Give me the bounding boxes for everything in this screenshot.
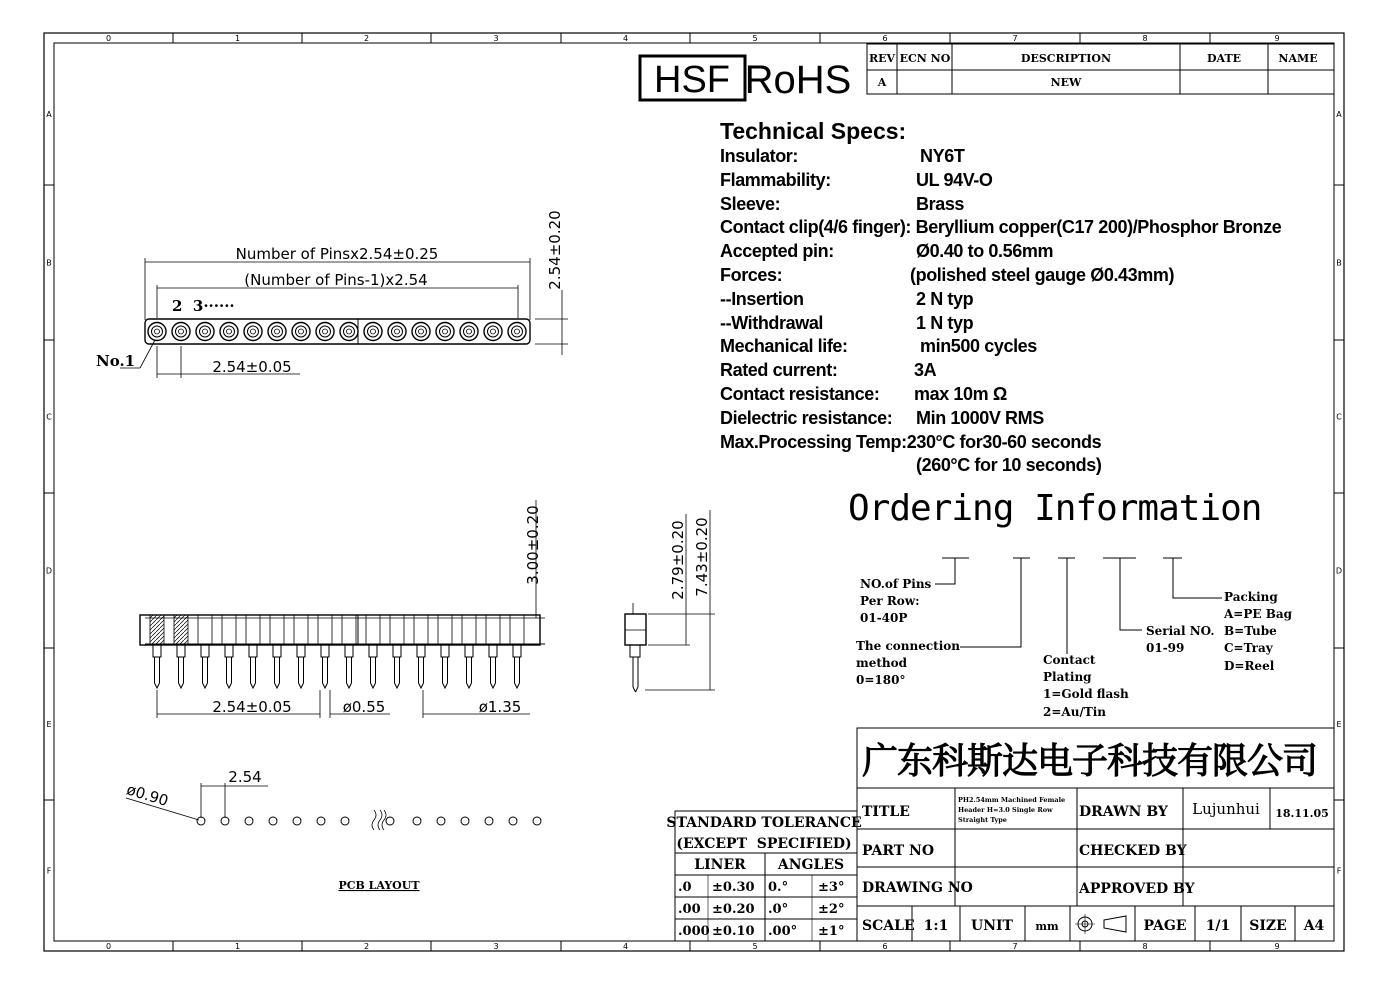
spec-label: Insulator: [720,146,799,166]
side-pin-tip [203,683,208,688]
description-header: DESCRIPTION [1020,52,1112,65]
grid-col-label-top: 6 [882,34,888,43]
pin-hole [227,329,232,334]
side-pin-collar [249,645,257,657]
pcb-hole [533,817,541,825]
scale-label: SCALE [862,918,915,934]
pcb-hole [269,817,277,825]
part-no-label: PART NO [862,843,935,859]
pcb-hole [437,817,445,825]
tolerance-subtitle: (EXCEPT SPECIFIED) [676,836,852,852]
side-pin-body [294,615,308,645]
pin-hole [323,329,328,334]
tolerance-cell: ±0.30 [712,880,755,895]
spec-label: --Withdrawal [720,312,824,333]
spec-label: Contact resistance: [720,383,880,404]
grid-col-label-bottom: 1 [234,942,241,951]
spec-label: Flammability: [720,169,831,190]
tolerance-linear: LINER [694,857,746,873]
grid-row-label-left: B [46,258,52,268]
grid-row-label-left: A [46,110,52,119]
dim-end-a: 2.79±0.20 [669,520,687,600]
grid-row-label-right: E [1336,720,1342,729]
grid-col-label-bottom: 8 [1142,942,1148,951]
grid-col-label-top: 7 [1012,34,1018,43]
grid-row-label-left: D [45,566,53,576]
pin-socket [392,326,403,337]
grid-row-label-left: E [46,720,52,729]
spec-label: Dielectric resistance: [720,407,893,428]
tolerance-title: STANDARD TOLERANCE [666,815,862,831]
side-pin-tip [467,683,472,688]
spec-value: (polished steel gauge Ø0.43mm) [910,264,1175,285]
pcb-hole [317,817,325,825]
pin-ring [196,323,214,341]
pin-socket [464,326,475,337]
pin-hole [467,329,472,334]
spec-row [720,240,1281,264]
side-pin-collar [489,645,497,657]
side-pin-body [486,615,500,645]
side-pin-tip [491,683,496,688]
grid-row-label-right: C [1336,412,1342,422]
side-pin-tip [443,683,448,688]
unit-label: UNIT [971,918,1013,934]
top-view-pins [148,323,526,341]
tolerance-text [666,815,861,873]
pin-socket [512,326,523,337]
spec-value: max 10m Ω [914,383,1007,404]
pin-ring [436,323,454,341]
side-pin-body [438,615,452,645]
ordering-plating-1: Contact [1043,653,1096,667]
side-pin-collar [177,645,185,657]
side-pin-collar [417,645,425,657]
ordering-pins-1: NO.of Pins [860,577,932,591]
side-pin-collar [369,645,377,657]
spec-value: Brass [916,193,965,214]
tolerance-cell: .00 [678,902,701,917]
ordering-pins-2: Per Row: [860,594,920,608]
dim-height-top: 2.54±0.20 [546,210,564,290]
ordering-title: Ordering Information [848,488,1262,529]
dim-height-side: 3.00±0.20 [524,505,542,585]
grid-row-label-left: F [46,866,52,876]
tolerance-cell: 0.° [768,880,789,895]
drawing-no-label: DRAWING NO [862,880,973,896]
side-pin-body [198,615,212,645]
ordering-serial-1: Serial NO. [1146,624,1215,638]
pin-socket [200,326,211,337]
spec-row [720,383,1281,407]
ordering-packing-4: C=Tray [1224,641,1273,655]
spec-row [720,288,1281,312]
specs-heading: Technical Specs: [720,118,907,144]
grid-col-label-bottom: 6 [882,942,888,951]
checked-by-label: CHECKED BY [1079,843,1187,859]
tolerance-cell: .00° [768,924,798,939]
spec-label: Contact clip(4/6 finger): Beryllium copper(C17 200)/Phosphor Bronze [720,217,1282,238]
grid-row-label-right: D [1335,566,1343,576]
pin-ring [460,323,478,341]
tolerance-cell: ±0.20 [712,902,755,917]
side-pin-body [318,615,332,645]
dim-pitch-total: (Number of Pins-1)x2.54 [244,271,428,289]
spec-label: Forces: [720,264,783,285]
ordering-plating-4: 2=Au/Tin [1043,705,1107,719]
side-pin-body [366,615,380,645]
pin-hole [155,329,160,334]
ordering-lines [935,558,1222,654]
spec-label: Mechanical life: [720,336,848,357]
ordering-text [856,577,1293,719]
ordering-packing-1: Packing [1224,590,1278,604]
spec-value: UL 94V-O [916,169,993,190]
side-pin-tip [179,683,184,688]
side-pin-collar [393,645,401,657]
title-value-3: Straight Type [958,816,1007,824]
side-pin-body [270,615,284,645]
grid-row-label-left: C [46,412,52,422]
side-view [140,500,545,718]
grid-col-label-top: 0 [105,34,112,43]
dim-pin-diameter: ø0.55 [342,698,386,716]
rev-header: REV [868,52,896,65]
pin-hole [203,329,208,334]
pin-ring [268,323,286,341]
grid-col-label-bottom: 2 [363,942,370,951]
size-value: A4 [1303,918,1325,934]
pin-ring [244,323,262,341]
ordering-conn-2: method [856,656,907,670]
pin-socket [368,326,379,337]
pin-socket [176,326,187,337]
dim-pitch-side: 2.54±0.05 [212,698,292,716]
side-pin-tip [515,683,520,688]
spec-row [720,145,1281,169]
side-pin-tip [323,683,328,688]
pin-ring [316,323,334,341]
tolerance-cell: .0 [678,880,692,895]
pin-socket [152,326,163,337]
grid-row-label-right: A [1336,110,1342,119]
pin-ring [388,323,406,341]
spec-row [720,312,1281,336]
pin-ring [508,323,526,341]
tolerance-rows [678,880,844,939]
side-pin-collar [297,645,305,657]
pin-hole [179,329,184,334]
pin-hole [371,329,376,334]
pin-one-label: No.1 [96,352,136,370]
ordering-packing-2: A=PE Bag [1224,607,1293,621]
side-pin-collar [321,645,329,657]
name-header: NAME [1278,52,1318,65]
pcb-hole [197,817,205,825]
spec-row [720,216,1281,240]
side-pin-collar [225,645,233,657]
spec-label: Accepted pin: [720,241,834,262]
pcb-hole [221,817,229,825]
grid-col-label-top: 5 [752,34,758,43]
company-name: 广东科斯达电子科技有限公司 [862,741,1318,782]
spec-label: Max.Processing Temp:230°C for30-60 seconds [720,431,1102,452]
pin-socket [224,326,235,337]
size-label: SIZE [1249,918,1287,934]
ordering-plating-3: 1=Gold flash [1043,687,1129,701]
rohs-logo: RoHS [744,58,852,102]
pcb-hole [245,817,253,825]
pin-socket [248,326,259,337]
grid-col-label-top: 8 [1142,34,1148,43]
pin-socket [296,326,307,337]
pin-ring [412,323,430,341]
grid-col-label-top: 4 [622,34,629,43]
side-pin-body [222,615,236,645]
pin-hole [275,329,280,334]
date-header: DATE [1206,52,1242,65]
ordering-packing-5: D=Reel [1224,659,1275,673]
ordering-conn-1: The connection [856,639,960,653]
grid-col-label-bottom: 4 [622,942,629,951]
pin-hole [299,329,304,334]
side-pin-body [150,615,164,645]
tolerance-angles: ANGLES [777,857,845,873]
pin-socket [272,326,283,337]
side-pin-body [246,615,260,645]
spec-row [720,431,1281,455]
tolerance-cell: ±3° [818,880,845,895]
spec-value: 3A [914,360,937,381]
side-pin-collar [153,645,161,657]
side-pin-tip [227,683,232,688]
grid-row-label-right: F [1336,866,1342,876]
pin-ring [220,323,238,341]
grid-col-label-bottom: 9 [1274,942,1280,951]
title-value-2: Header H=3.0 Single Row [958,806,1053,814]
pcb-holes [197,817,541,825]
spec-value: NY6T [920,146,965,166]
spec-row [720,169,1281,193]
dim-pcb-pitch: 2.54 [228,768,262,786]
side-pin-collar [201,645,209,657]
side-pin-collar [513,645,521,657]
side-pin-body [414,615,428,645]
technical-specs [720,117,1281,478]
spec-value: min500 cycles [920,336,1037,357]
pin-hole [443,329,448,334]
side-pin-tip [347,683,352,688]
spec-label: Sleeve: [720,193,781,214]
dim-end-b: 7.43±0.20 [693,517,711,597]
hsf-logo: HSF [654,59,730,101]
pcb-hole [461,817,469,825]
drawn-by-label: DRAWN BY [1079,804,1168,820]
grid-col-label-top: 1 [234,34,241,43]
grid-col-label-top: 3 [493,34,499,43]
scale-value: 1:1 [923,918,949,934]
spec-row [720,359,1281,383]
spec-value: Ø0.40 to 0.56mm [916,241,1054,262]
pin-socket [416,326,427,337]
tolerance-cell: ±1° [818,924,845,939]
tolerance-cell: .0° [768,902,789,917]
spec-value: 2 N typ [916,288,974,309]
side-pin-tip [155,683,160,688]
tolerance-cell: .000 [678,924,710,939]
ordering-serial-2: 01-99 [1146,641,1185,655]
page-value: 1/1 [1205,918,1231,934]
side-pin-collar [273,645,281,657]
ordering-packing-3: B=Tube [1224,624,1277,638]
side-pin-body [510,615,524,645]
pin-ring [292,323,310,341]
spec-value: 1 N typ [916,312,974,333]
pin-ring [148,323,166,341]
pin-hole [395,329,400,334]
dim-body-diameter: ø1.35 [478,698,522,716]
grid-col-label-bottom: 0 [105,942,112,951]
approved-by-label: APPROVED BY [1079,881,1195,897]
pin-socket [320,326,331,337]
specs-list [720,145,1281,478]
side-pin-tip [395,683,400,688]
pin-socket [440,326,451,337]
pin-socket [344,326,355,337]
grid-col-label-bottom: 7 [1012,942,1018,951]
pin-ring [340,323,358,341]
unit-value: mm [1035,920,1059,933]
tolerance-cell: ±0.10 [712,924,755,939]
spec-value: Min 1000V RMS [916,407,1044,428]
ordering-conn-3: 0=180° [856,673,906,687]
ordering-pins-3: 01-40P [860,611,908,625]
pin-socket [488,326,499,337]
dim-pcb-hole: ø0.90 [124,780,171,811]
pcb-hole [293,817,301,825]
pin-hole [347,329,352,334]
pcb-hole [413,817,421,825]
spec-row [720,193,1281,217]
side-pin-body [174,615,188,645]
pcb-hole [485,817,493,825]
pin-ring [172,323,190,341]
spec-row [720,264,1281,288]
page-label: PAGE [1143,918,1187,934]
spec-label: --Insertion [720,288,804,309]
side-pin-body [462,615,476,645]
side-pin-collar [345,645,353,657]
grid-row-label-right: B [1336,258,1342,268]
side-pin-collar [441,645,449,657]
side-pin-tip [275,683,280,688]
drawn-date: 18.11.05 [1275,807,1329,820]
title-value-1: PH2.54mm Machined Female [958,796,1066,804]
pin-hole [491,329,496,334]
title-label: TITLE [862,804,910,820]
rev-value: A [877,76,887,89]
tolerance-cell: ±2° [818,902,845,917]
pcb-layout-label: PCB LAYOUT [338,879,420,892]
spec-label: Rated current: [720,360,838,381]
grid-col-label-bottom: 3 [493,942,499,951]
dim-pitch-top: 2.54±0.05 [212,358,292,376]
pcb-hole [341,817,349,825]
grid-col-label-top: 2 [363,34,370,43]
side-pin-tip [419,683,424,688]
ecn-header: ECN NO [899,52,951,65]
grid-col-label-top: 9 [1274,34,1280,43]
grid-col-label-bottom: 5 [752,942,758,951]
side-pin-body [390,615,404,645]
side-pin-tip [251,683,256,688]
title-value [958,796,1065,824]
spec-row [720,335,1281,359]
spec-value: (260°C for 10 seconds) [916,455,1102,476]
ordering-plating-2: Plating [1043,670,1092,684]
spec-row [720,407,1281,431]
pin-hole [251,329,256,334]
pin-ring [484,323,502,341]
side-pin-collar [465,645,473,657]
pcb-hole [386,817,394,825]
pin-ring [364,323,382,341]
pin-numbers: 2 3······ [172,297,235,315]
side-pin-tip [371,683,376,688]
spec-row [720,454,1281,478]
drawn-by-value: Lujunhui [1192,800,1260,818]
side-pin-body [342,615,356,645]
pin-hole [419,329,424,334]
pcb-hole [509,817,517,825]
description-value: NEW [1050,76,1082,89]
side-view-pins [150,615,524,688]
pin-hole [515,329,520,334]
side-pin-tip [299,683,304,688]
dim-total-length: Number of Pinsx2.54±0.25 [235,245,439,263]
